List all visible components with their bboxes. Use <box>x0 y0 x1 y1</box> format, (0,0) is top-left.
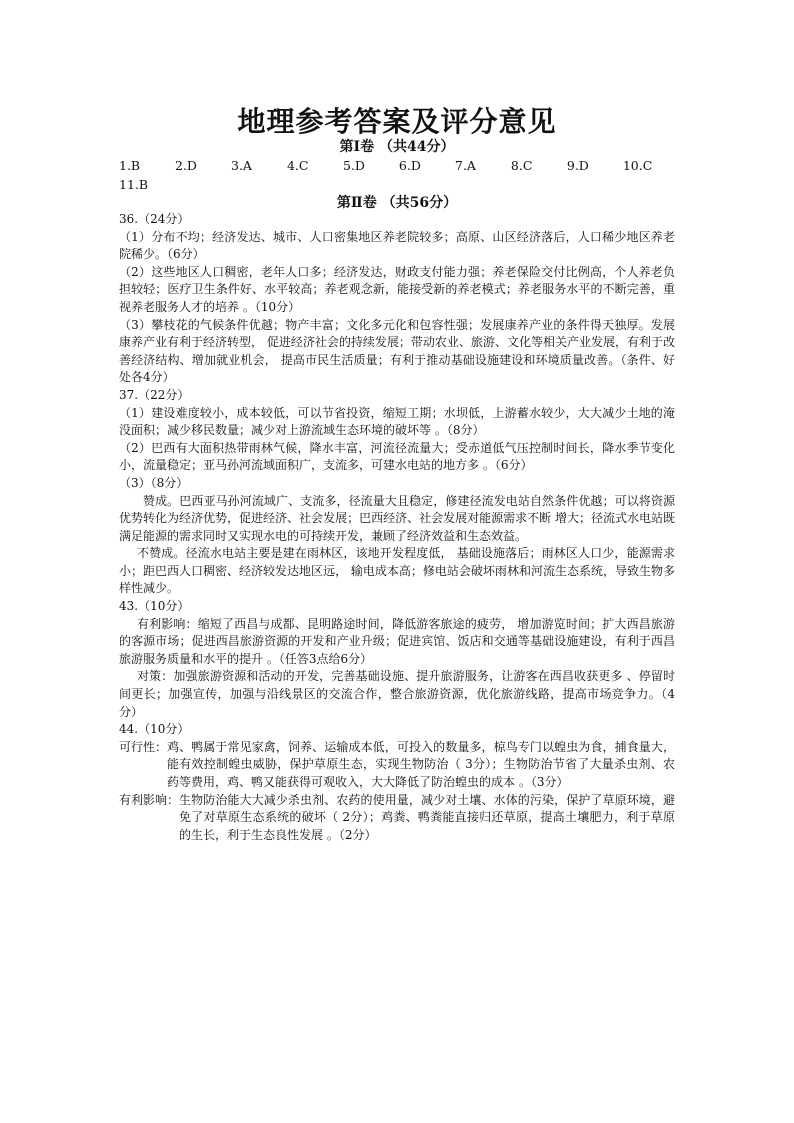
page-title: 地理参考答案及评分意见 <box>237 105 557 138</box>
part2-heading: 第Ⅱ卷 （共56分） <box>336 195 458 211</box>
q43-answer-measures: 对策：加强旅游资源和活动的开发，完善基础设施、提升旅游服务，让游客在西昌收获更多 、停留时间更长；加强宣传，加强与沿线景区的交流合作，整合旅游资源，优化旅游线路，提高市场竞争力。（4分） <box>119 669 675 719</box>
q44-impact <box>119 792 675 845</box>
q37-answer-1: （1）建设难度较小，成本较低，可以节省投资，缩短工期；水坝低，上游蓄水较少，大大减少土地的淹没面积；减少移民数量；减少对上游流域生态环境的破坏等 。（8分） <box>119 405 675 438</box>
q44-heading: 44.（10分） <box>119 722 190 737</box>
q37-answer-3-agree: 赞成。巴西亚马孙河流域广、支流多，径流量大且稳定，修建径流发电站自然条件优越；可以将资源优势转化为经济优势，促进经济、社会发展；巴西经济、社会发展对能源需求不断 增大；径流式水电站既满足能源的需求同时又实现水电的可持续开发，兼顾了经济效益和生态效益。 <box>119 493 675 543</box>
q44-feasibility <box>119 739 675 792</box>
q36-answer-3: （3）攀枝花的气候条件优越；物产丰富；文化多元化和包容性强；发展康养产业的条件得天独厚。发展康养产业有利于经济转型， 促进经济社会的持续发展；带动农业、旅游、文化等相关产业发展，有利于改善经济结构、增加就业机会， 提高市民生活质量；有利于推动基础设施建设和环境质量改善。（条件、好处各4分） <box>119 317 675 385</box>
part2-body <box>119 211 675 844</box>
q37-heading: 37.（22分） <box>119 387 190 402</box>
q37-answer-2: （2）巴西有大面积热带雨林气候，降水丰富，河流径流量大；受赤道低气压控制时间长，降水季节变化小，流量稳定；亚马孙河流域面积广，支流多，可建水电站的地方多 。（6分） <box>119 440 675 473</box>
answer-8: 8.C <box>510 158 533 173</box>
q37-answer-3-heading: （3）（8分） <box>119 475 189 490</box>
answer-2: 2.D <box>174 158 197 173</box>
q43-answer-impact: 有利影响：缩短了西昌与成都、昆明路途时间，降低游客旅途的疲劳， 增加游览时间；扩大西昌旅游的客源市场；促进西昌旅游资源的开发和产业升级；促进宾馆、饭店和交通等基础设施建设，有利于西昌旅游服务质量和水平的提升 。（任答3点给6分） <box>119 616 675 666</box>
answer-7: 7.A <box>454 158 476 173</box>
answer-9: 9.D <box>566 158 589 173</box>
answer-4: 4.C <box>286 158 309 173</box>
q36-answer-1: （1）分布不均；经济发达、城市、人口密集地区养老院较多；高原、山区经济落后，人口稀少地区养老院稀少。（6分） <box>119 229 675 262</box>
q36-heading: 36.（24分） <box>119 212 190 226</box>
q44-feasibility-label: 可行性： <box>119 739 168 754</box>
q44-feasibility-text: 鸡、鸭属于常见家禽，饲养、运输成本低，可投入的数量多，椋鸟专门以蝗虫为食，捕食量大，能有效控制蝗虫威胁，保护草原生态，实现生物防治（ 3分）；生物防治节省了大量杀虫剂、农药等费用，鸡、鸭又能获得可观收入，大大降低了防治蝗虫的成本 。（3分） <box>167 739 675 789</box>
answer-10: 10.C <box>622 158 653 173</box>
q36-answer-2: （2）这些地区人口稠密，老年人口多；经济发达，财政支付能力强；养老保险交付比例高，个人养老负担较轻；医疗卫生条件好、水平较高；养老观念新，能接受新的养老模式；养老服务水平的不断完善，重视养老服务人才的培养 。（10分） <box>119 264 675 314</box>
q44-impact-text: 生物防治能大大减少杀虫剂、农药的使用量，减少对土壤、水体的污染，保护了草原环境，避免了对草原生态系统的破坏（ 2分）；鸡粪、鸭粪能直接归还草原，提高土壤肥力，利于草原的生长，利于生态良性发展 。（2分） <box>179 792 675 842</box>
q37-answer-3-disagree: 不赞成。径流水电站主要是建在雨林区，该地开发程度低， 基础设施落后；雨林区人口少，能源需求小；距巴西人口稠密、经济较发达地区远， 输电成本高；修电站会破坏雨林和河流生态系统，导致生物多样性减少。 <box>119 546 675 596</box>
answer-6: 6.D <box>398 158 421 173</box>
q44-impact-label: 有利影响： <box>119 792 180 807</box>
answer-11: 11.B <box>119 177 149 192</box>
answer-5: 5.D <box>342 158 365 173</box>
part1-heading: 第Ⅰ卷 （共44分） <box>339 139 455 155</box>
answer-1: 1.B <box>119 158 141 173</box>
answer-3: 3.A <box>230 158 252 173</box>
mc-answer-list <box>119 156 699 194</box>
q43-heading: 43.（10分） <box>119 599 190 614</box>
